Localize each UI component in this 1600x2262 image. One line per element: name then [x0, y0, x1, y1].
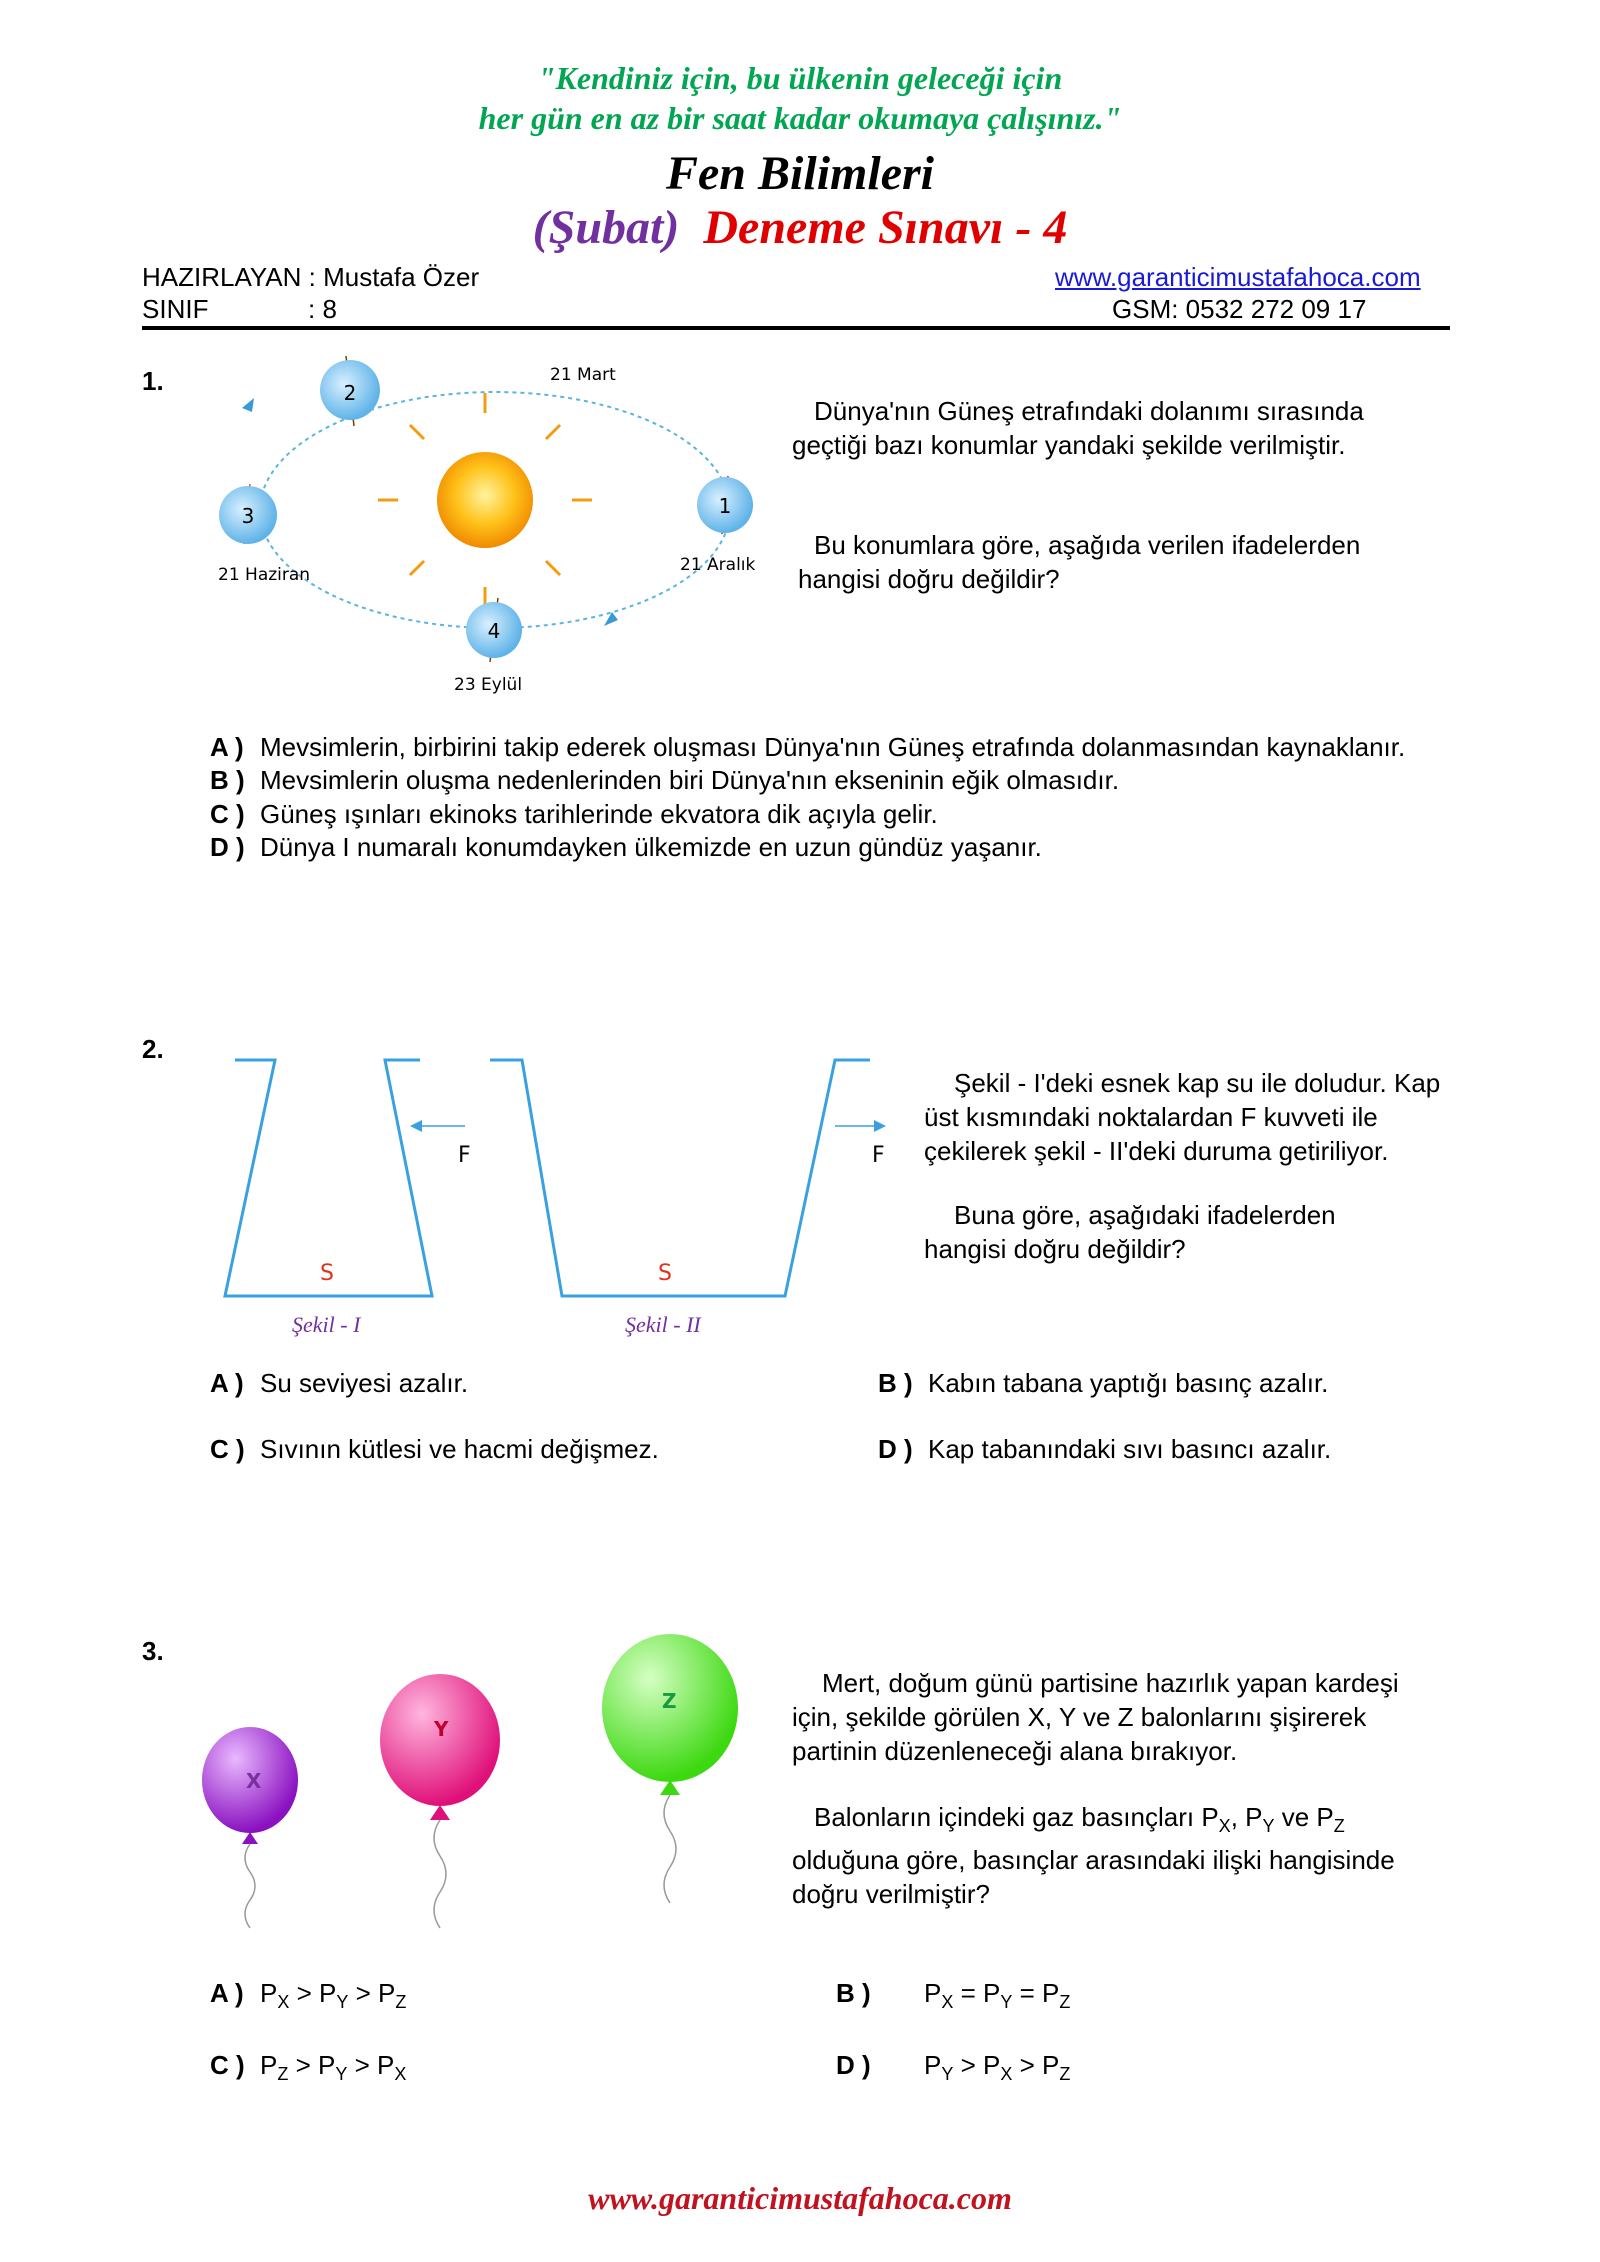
prepared-by: HAZIRLAYAN : Mustafa Özer — [142, 262, 480, 292]
base-label-2: S — [658, 1261, 672, 1286]
q2-text-p2: Buna göre, aşağıdaki ifadelerden hangisi doğru değildir? — [924, 1200, 1336, 1264]
orbit-arrow-icon — [242, 398, 254, 412]
q3-option-d[interactable]: D ) $P_Y > P_X > P_Z$ — [836, 2050, 1071, 2085]
q3-text-p2: Balonların içindeki gaz basınçları $P_X$, $P_Y$ ve $P_Z$ olduğuna göre, basınçlar arasındaki ilişki hangisinde doğru verilmiştir? — [792, 1802, 1395, 1910]
balloon-z — [602, 1634, 738, 1903]
q2-text-p1: Şekil - I'deki esnek kap su ile doludur. Kap üst kısmındaki noktalardan F kuvveti ile çekilerek şekil - II'deki duruma getiriliyor. — [924, 1068, 1441, 1166]
q1-option-c[interactable]: C ) Güneş ışınları ekinoks tarihlerinde ekvatora dik açıyla gelir. — [210, 799, 938, 829]
q2-option-c[interactable]: C ) Sıvının kütlesi ve hacmi değişmez. — [210, 1434, 659, 1464]
q2-option-a[interactable]: A ) Su seviyesi azalır. — [210, 1368, 469, 1398]
q2-container-figure — [210, 1040, 910, 1350]
exam-subtitle — [0, 200, 1600, 255]
container-shape-2 — [490, 1060, 870, 1296]
earth-position-3 — [219, 484, 277, 544]
svg-text:Y: Y — [434, 1717, 449, 1741]
q1-option-d[interactable]: D ) Dünya I numaralı konumdayken ülkemizde en uzun gündüz yaşanır. — [210, 832, 1042, 862]
svg-text:Z: Z — [662, 1689, 677, 1713]
q1-number: 1. — [142, 366, 164, 396]
q3-number: 3. — [142, 1636, 164, 1666]
class-value: : 8 — [308, 294, 337, 324]
quote-line-2: her gün en az bir saat kadar okumaya çalışınız." — [478, 100, 1122, 136]
earth-position-2 — [320, 356, 380, 426]
subtitle-month: (Şubat) — [532, 201, 680, 254]
earth-position-1 — [697, 476, 753, 534]
orbit-arrow-icon — [604, 612, 618, 626]
balloon-x — [202, 1727, 298, 1928]
caption-sekil-2: Şekil - II — [625, 1312, 701, 1337]
force-arrow-left-icon — [410, 1120, 422, 1132]
website-link[interactable]: www.garanticimustafahoca.com — [1055, 262, 1421, 292]
quote-line-1: "Kendiniz için, bu ülkenin geleceği için — [537, 60, 1063, 96]
force-label-left: F — [458, 1143, 471, 1168]
force-label-right: F — [872, 1143, 885, 1168]
earth-position-4 — [466, 598, 522, 662]
force-arrow-right-icon — [874, 1120, 886, 1132]
q1-text-p1: Dünya'nın Güneş etrafındaki dolanımı sırasında geçtiği bazı konumlar yandaki şekilde verilmiştir. — [792, 396, 1364, 460]
caption-sekil-1: Şekil - I — [292, 1312, 361, 1337]
q1-option-b[interactable]: B ) Mevsimlerin oluşma nedenlerinden biri Dünya'nın ekseninin eğik olmasıdır. — [210, 765, 1120, 795]
phone-number: GSM: 0532 272 09 17 — [1112, 294, 1367, 324]
balloon-y — [380, 1674, 500, 1928]
q2-option-b[interactable]: B ) Kabın tabana yaptığı basınç azalır. — [878, 1368, 1329, 1398]
subtitle-exam: Deneme Sınavı - 4 — [703, 201, 1068, 254]
q1-orbit-figure — [200, 350, 780, 700]
q2-option-d[interactable]: D ) Kap tabanındaki sıvı basıncı azalır. — [878, 1434, 1332, 1464]
base-label-1: S — [320, 1261, 334, 1286]
q1-option-a[interactable]: A ) Mevsimlerin, birbirini takip ederek oluşması Dünya'nın Güneş etrafında dolanmasından kaynaklanır. — [210, 732, 1406, 762]
label-21-haziran: 21 Haziran — [218, 565, 311, 585]
label-21-aralik: 21 Aralık — [680, 555, 756, 575]
svg-text:X: X — [246, 1769, 262, 1793]
svg-text:4: 4 — [487, 619, 501, 643]
q3-option-a[interactable]: A ) $P_X > P_Y > P_Z$ — [210, 1978, 407, 2013]
q3-option-c[interactable]: C ) $P_Z > P_Y > P_X$ — [210, 2050, 407, 2085]
svg-text:1: 1 — [718, 494, 732, 518]
header-divider — [142, 326, 1450, 330]
page-title: Fen Bilimleri — [665, 147, 935, 200]
q1-text-p2: Bu konumlara göre, aşağıda verilen ifadelerden hangisi doğru değildir? — [798, 530, 1361, 594]
q3-option-b[interactable]: B ) $P_X = P_Y = P_Z$ — [836, 1978, 1071, 2013]
svg-text:3: 3 — [241, 504, 255, 528]
sun-icon — [378, 393, 592, 607]
q3-balloons-figure — [190, 1630, 770, 1950]
label-21-mart: 21 Mart — [550, 365, 616, 385]
label-23-eylul: 23 Eylül — [454, 675, 523, 695]
footer-website[interactable]: www.garanticimustafahoca.com — [588, 2180, 1012, 2216]
q2-number: 2. — [142, 1034, 164, 1064]
q3-text-p1: Mert, doğum günü partisine hazırlık yapan kardeşi için, şekilde görülen X, Y ve Z balonlarını şişirerek partinin düzenleneceği alana bırakıyor. — [792, 1668, 1399, 1766]
svg-text:2: 2 — [343, 381, 357, 405]
class-label: SINIF — [142, 294, 209, 324]
